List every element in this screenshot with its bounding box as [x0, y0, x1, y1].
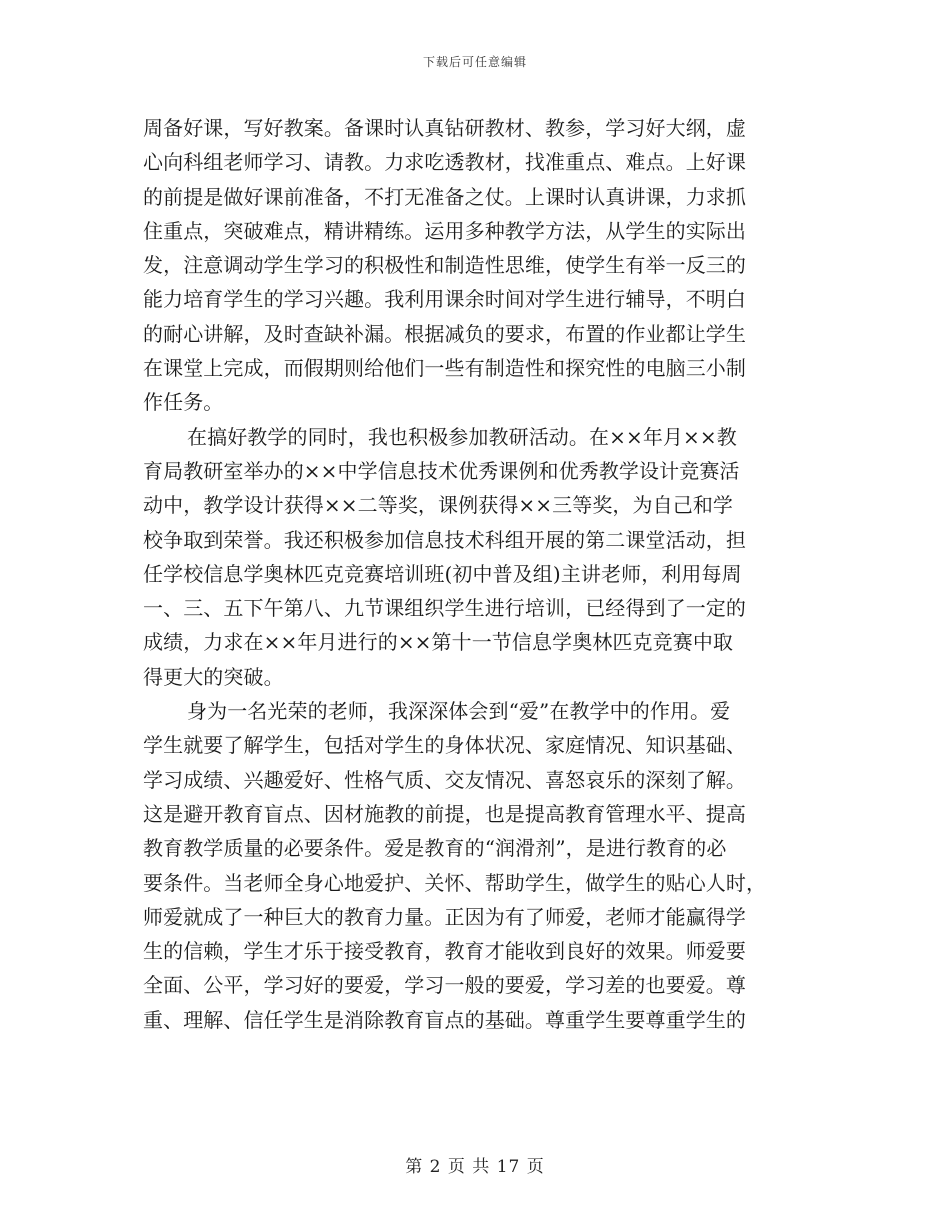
text-line: 学生就要了解学生，包括对学生的身体状况、家庭情况、知识基础、: [143, 733, 746, 758]
text-line: 成绩，力求在××年月进行的××第十一节信息学奥林匹克竞赛中取: [143, 630, 734, 655]
text-line: 能力培育学生的学习兴趣。我利用课余时间对学生进行辅导，不明白: [143, 287, 746, 312]
text-line: 育局教研室举办的××中学信息技术优秀课例和优秀教学设计竞赛活: [143, 458, 740, 483]
text-line: 生的信赖，学生才乐于接受教育，教育才能收到良好的效果。师爱要: [143, 939, 746, 964]
text-line: 师爱就成了一种巨大的教育力量。正因为有了师爱，老师才能赢得学: [143, 904, 746, 929]
text-line: 校争取到荣誉。我还积极参加信息技术科组开展的第二课堂活动，担: [143, 527, 746, 552]
text-line: 的耐心讲解，及时查缺补漏。根据减负的要求，布置的作业都让学生: [143, 321, 746, 346]
text-line: 在课堂上完成，而假期则给他们一些有制造性和探究性的电脑三小制: [143, 356, 746, 381]
text-line: 全面、公平，学习好的要爱，学习一般的要爱，学习差的也要爱。尊: [143, 973, 746, 998]
text-line: 住重点，突破难点，精讲精练。运用多种教学方法，从学生的实际出: [143, 218, 746, 243]
text-line: 周备好课，写好教案。备课时认真钻研教材、教参，学习好大纲，虚: [143, 116, 746, 140]
text-line: 发，注意调动学生学习的积极性和制造性思维，使学生有举一反三的: [143, 253, 746, 278]
text-line: 作任务。: [143, 390, 224, 415]
text-line: 要条件。当老师全身心地爱护、关怀、帮助学生，做学生的贴心人时，: [143, 870, 767, 895]
paragraph-first-line: 身为一名光荣的老师，我深深体会到“爱”在教学中的作用。爱: [187, 699, 731, 724]
paragraph-first-line: 在搞好教学的同时，我也积极参加教研活动。在××年月××教: [187, 424, 737, 449]
text-line: 学习成绩、兴趣爱好、性格气质、交友情况、喜怒哀乐的深刻了解。: [143, 767, 746, 792]
page-number: 第 2 页 共 17 页: [405, 1157, 545, 1177]
text-line: 重、理解、信任学生是消除教育盲点的基础。尊重学生要尊重学生的: [143, 1007, 746, 1032]
text-line: 这是避开教育盲点、因材施教的前提，也是提高教育管理水平、提高: [143, 801, 746, 826]
document-body: [143, 111, 811, 1037]
text-line: 教育教学质量的必要条件。爱是教育的“润滑剂”，是进行教育的必: [143, 836, 727, 861]
text-line: 得更大的突破。: [143, 664, 284, 689]
text-line: 的前提是做好课前准备，不打无准备之仗。上课时认真讲课，力求抓: [143, 184, 746, 209]
text-line: 一、三、五下午第八、九节课组织学生进行培训，已经得到了一定的: [143, 596, 746, 621]
text-line: 心向科组老师学习、请教。力求吃透教材，找准重点、难点。上好课: [143, 150, 746, 175]
text-line: 任学校信息学奥林匹克竞赛培训班(初中普及组)主讲老师，利用每周: [143, 561, 742, 586]
text-line: 动中，教学设计获得××二等奖，课例获得××三等奖，为自己和学: [143, 493, 734, 518]
page-header: 下载后可任意编辑: [422, 55, 527, 69]
